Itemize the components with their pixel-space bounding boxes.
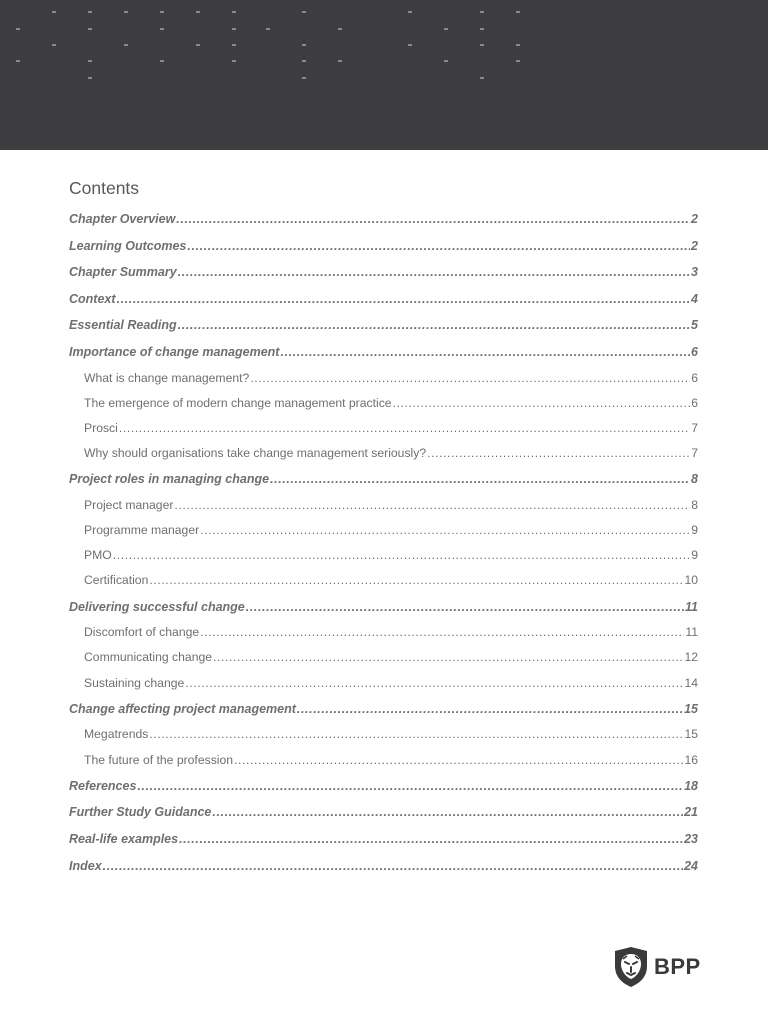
toc-dot-leader (280, 339, 690, 366)
header-dot (232, 60, 236, 62)
toc-entry-page: 6 (691, 344, 698, 359)
toc-dot-leader (297, 696, 683, 723)
toc-entry-page: 14 (684, 675, 698, 690)
header-dot (196, 44, 200, 46)
toc-entry[interactable] (69, 493, 698, 518)
toc-dot-leader (234, 748, 683, 773)
header-dot (408, 44, 412, 46)
toc-entry[interactable] (69, 826, 698, 853)
header-dot (160, 60, 164, 62)
toc-entry-label: Project roles in managing change (69, 472, 270, 487)
toc-entry-label: Project manager (84, 497, 174, 512)
header-dot (338, 28, 342, 30)
toc-dot-leader (113, 543, 690, 568)
contents-title: Contents (69, 178, 140, 198)
toc-entry-label: Megatrends (84, 727, 149, 742)
toc-entry-page: 11 (685, 625, 698, 640)
toc-entry-page: 3 (691, 265, 698, 280)
toc-entry[interactable] (69, 366, 698, 391)
header-dot (232, 44, 236, 46)
toc-entry[interactable] (69, 441, 698, 466)
header-dot (232, 28, 236, 30)
toc-entry[interactable] (69, 518, 698, 543)
toc-dot-leader (393, 391, 691, 416)
header-dot (480, 28, 484, 30)
header-dot (302, 44, 306, 46)
header-dot (444, 28, 448, 30)
toc-entry-page: 2 (691, 238, 698, 253)
toc-dot-leader (119, 416, 690, 441)
toc-entry[interactable] (69, 671, 698, 696)
toc-entry-page: 8 (691, 497, 698, 512)
toc-dot-leader (179, 826, 683, 853)
toc-dot-leader (212, 799, 683, 826)
toc-entry-label: What is change management? (84, 370, 250, 385)
toc-entry-label: Real-life examples (69, 831, 179, 846)
logo-text: BPP (654, 954, 701, 979)
toc-entry-page: 8 (691, 472, 698, 487)
toc-dot-leader (149, 722, 683, 747)
toc-entry-label: Sustaining change (84, 675, 185, 690)
toc-entry[interactable] (69, 543, 698, 568)
toc-dot-leader (200, 620, 684, 645)
toc-entry-page: 2 (691, 212, 698, 226)
toc-entry[interactable] (69, 722, 698, 747)
header-dot (480, 11, 484, 13)
header-dot (16, 60, 20, 62)
header-dot (516, 44, 520, 46)
header-dot (124, 11, 128, 13)
toc-entry-label: Discomfort of change (84, 625, 200, 640)
toc-dot-leader (149, 568, 683, 593)
header-dot (196, 11, 200, 13)
header-dot (516, 11, 520, 13)
toc-entry-page: 6 (691, 370, 698, 385)
toc-entry-page: 7 (691, 446, 698, 461)
toc-entry-label: Programme manager (84, 523, 200, 538)
header-band (0, 0, 768, 150)
toc-entry-label: Delivering successful change (69, 599, 245, 614)
toc-entry[interactable] (69, 312, 698, 339)
toc-entry[interactable] (69, 233, 698, 260)
header-dot (480, 77, 484, 79)
header-dot (266, 28, 270, 30)
toc-entry-page: 10 (684, 573, 698, 588)
toc-entry-page: 15 (684, 701, 698, 716)
toc-list (69, 206, 698, 879)
toc-dot-leader (174, 493, 690, 518)
toc-entry[interactable] (69, 339, 698, 366)
toc-entry-label: Further Study Guidance (69, 805, 212, 820)
toc-entry[interactable] (69, 773, 698, 800)
header-dot (302, 60, 306, 62)
toc-entry-label: Why should organisations take change management seriously? (84, 446, 427, 461)
toc-entry[interactable] (69, 645, 698, 670)
toc-entry-label: Prosci (84, 420, 118, 435)
toc-entry-label: Chapter Summary (69, 265, 177, 280)
toc-entry-label: Index (69, 858, 102, 873)
toc-entry-page: 5 (691, 318, 698, 333)
toc-entry[interactable] (69, 748, 698, 773)
header-dot (338, 60, 342, 62)
toc-entry[interactable] (69, 206, 698, 233)
toc-dot-leader (246, 594, 684, 621)
toc-dot-leader (270, 466, 690, 493)
toc-entry[interactable] (69, 568, 698, 593)
header-dot (124, 44, 128, 46)
toc-entry-label: The future of the profession (84, 752, 234, 767)
toc-entry-label: Context (69, 291, 116, 306)
toc-entry[interactable] (69, 594, 698, 621)
toc-entry-label: Certification (84, 573, 149, 588)
header-dot (302, 77, 306, 79)
toc-entry-page: 4 (691, 291, 698, 306)
header-dot (52, 11, 56, 13)
toc-dot-leader (103, 853, 683, 880)
toc-entry-page: 18 (684, 778, 698, 793)
header-dot (408, 11, 412, 13)
toc-dot-leader (178, 259, 690, 286)
toc-entry-page: 11 (685, 599, 698, 614)
toc-entry-label: Essential Reading (69, 318, 177, 333)
toc-dot-leader (213, 645, 683, 670)
toc-entry-page: 15 (684, 727, 698, 742)
toc-entry-page: 24 (684, 858, 698, 873)
toc-entry-label: Change affecting project management (69, 701, 296, 716)
header-dot (88, 77, 92, 79)
toc-entry-page: 16 (684, 752, 698, 767)
table-of-contents (69, 176, 698, 879)
toc-entry[interactable] (69, 620, 698, 645)
toc-entry-page: 6 (691, 395, 698, 410)
header-dot (444, 60, 448, 62)
toc-dot-leader (200, 518, 690, 543)
toc-entry-page: 9 (691, 548, 698, 563)
toc-entry-label: Importance of change management (69, 344, 280, 359)
header-dot (232, 11, 236, 13)
toc-entry[interactable] (69, 853, 698, 880)
toc-dot-leader (427, 441, 690, 466)
toc-entry[interactable] (69, 259, 698, 286)
toc-dot-leader (137, 773, 683, 800)
header-dot (516, 60, 520, 62)
toc-dot-leader (187, 233, 690, 260)
toc-entry-label: Chapter Overview (69, 212, 176, 226)
toc-dot-leader (176, 206, 690, 233)
toc-entry-page: 21 (684, 805, 698, 820)
toc-entry-label: The emergence of modern change management practice (84, 395, 392, 410)
toc-entry[interactable] (69, 799, 698, 826)
toc-entry-label: Communicating change (84, 650, 213, 665)
toc-entry-page: 12 (684, 650, 698, 665)
header-dot (88, 11, 92, 13)
toc-entry[interactable] (69, 466, 698, 493)
lion-shield-icon (612, 946, 650, 988)
toc-dot-leader (178, 312, 690, 339)
toc-entry-page: 23 (684, 831, 698, 846)
toc-dot-leader (250, 366, 690, 391)
toc-dot-leader (185, 671, 683, 696)
header-dot (160, 28, 164, 30)
toc-entry[interactable] (69, 416, 698, 441)
bpp-logo (612, 946, 701, 988)
toc-entry[interactable] (69, 696, 698, 723)
header-dot (302, 11, 306, 13)
header-dot (480, 44, 484, 46)
toc-entry[interactable] (69, 391, 698, 416)
header-dot (52, 44, 56, 46)
header-dot (88, 28, 92, 30)
header-dot (88, 60, 92, 62)
toc-entry-page: 9 (691, 523, 698, 538)
header-dot (16, 28, 20, 30)
toc-dot-leader (117, 286, 691, 313)
toc-entry-page: 7 (691, 420, 698, 435)
toc-entry-label: PMO (84, 548, 112, 563)
toc-entry-label: References (69, 778, 137, 793)
toc-entry-label: Learning Outcomes (69, 238, 187, 253)
toc-entry[interactable] (69, 286, 698, 313)
header-dot (160, 11, 164, 13)
